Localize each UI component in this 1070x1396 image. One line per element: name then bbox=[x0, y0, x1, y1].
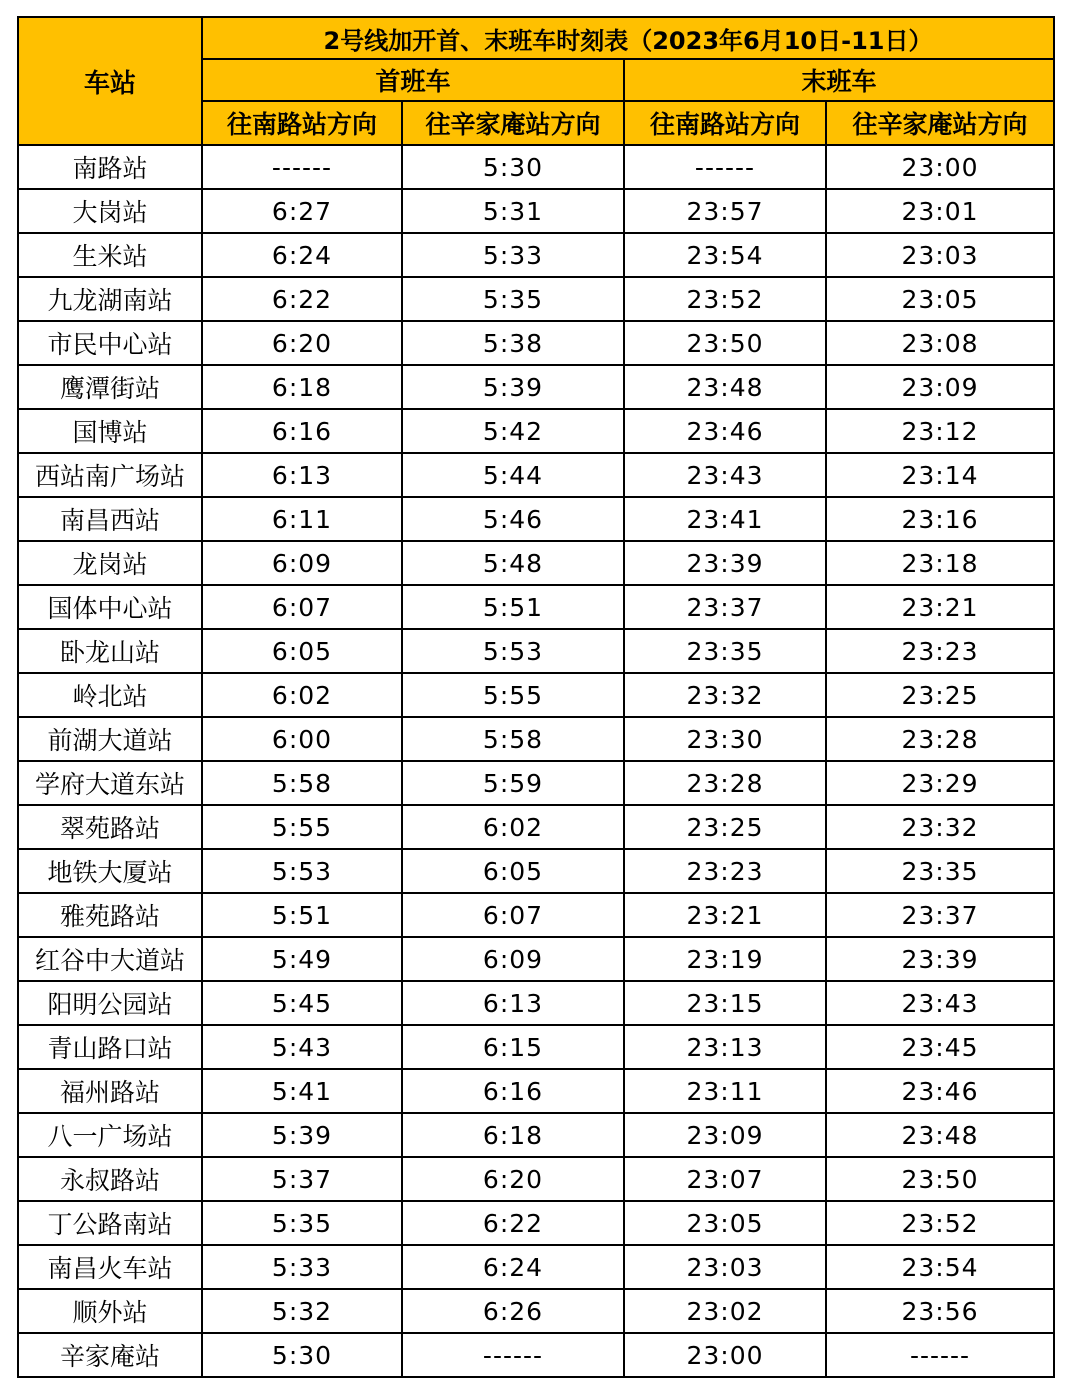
last-train-header: 末班车 bbox=[624, 59, 1054, 101]
last-train-south-time-cell: 23:37 bbox=[624, 585, 826, 629]
first-train-xinjiaan-time-cell: 6:22 bbox=[402, 1201, 624, 1245]
first-train-south-time-cell: 6:18 bbox=[202, 365, 402, 409]
first-train-xinjiaan-time-cell: 5:42 bbox=[402, 409, 624, 453]
table-row bbox=[18, 1289, 1054, 1333]
last-train-south-time-cell: 23:57 bbox=[624, 189, 826, 233]
last-train-south-time-cell: 23:05 bbox=[624, 1201, 826, 1245]
last-train-xinjiaan-time-cell: 23:32 bbox=[826, 805, 1054, 849]
station-name-cell: 福州路站 bbox=[18, 1069, 202, 1113]
station-name-cell: 雅苑路站 bbox=[18, 893, 202, 937]
timetable bbox=[17, 16, 1055, 1378]
last-train-south-time-cell: 23:03 bbox=[624, 1245, 826, 1289]
station-name-cell: 国体中心站 bbox=[18, 585, 202, 629]
table-row bbox=[18, 1025, 1054, 1069]
first-train-south-time-cell: 6:11 bbox=[202, 497, 402, 541]
last-train-xinjiaan-time-cell: 23:48 bbox=[826, 1113, 1054, 1157]
table-row bbox=[18, 1113, 1054, 1157]
last-train-south-time-cell: 23:39 bbox=[624, 541, 826, 585]
first-train-xinjiaan-time-cell: 5:51 bbox=[402, 585, 624, 629]
first-train-header: 首班车 bbox=[202, 59, 624, 101]
last-train-xinjiaan-time-cell: 23:01 bbox=[826, 189, 1054, 233]
last-train-xinjiaan-time-cell: 23:09 bbox=[826, 365, 1054, 409]
table-row bbox=[18, 629, 1054, 673]
first-train-south-time-cell: 5:33 bbox=[202, 1245, 402, 1289]
station-name-cell: 顺外站 bbox=[18, 1289, 202, 1333]
first-train-xinjiaan-time-cell: 5:46 bbox=[402, 497, 624, 541]
table-row bbox=[18, 365, 1054, 409]
first-train-xinjiaan-time-cell: 5:31 bbox=[402, 189, 624, 233]
last-train-xinjiaan-time-cell: 23:05 bbox=[826, 277, 1054, 321]
last-train-south-time-cell: 23:41 bbox=[624, 497, 826, 541]
last-train-xinjiaan-time-cell: ------ bbox=[826, 1333, 1054, 1377]
station-name-cell: 西站南广场站 bbox=[18, 453, 202, 497]
first-train-south-time-cell: 5:43 bbox=[202, 1025, 402, 1069]
first-train-xinjiaan-time-cell: 6:13 bbox=[402, 981, 624, 1025]
table-row bbox=[18, 1333, 1054, 1377]
last-train-south-time-cell: 23:46 bbox=[624, 409, 826, 453]
first-train-xinjiaan-time-cell: 6:15 bbox=[402, 1025, 624, 1069]
first-train-xinjiaan-time-cell: 5:44 bbox=[402, 453, 624, 497]
last-train-xinjiaan-time-cell: 23:29 bbox=[826, 761, 1054, 805]
first-train-south-time-cell: 5:39 bbox=[202, 1113, 402, 1157]
first-train-south-time-cell: 5:49 bbox=[202, 937, 402, 981]
first-train-south-time-cell: 5:53 bbox=[202, 849, 402, 893]
station-name-cell: 大岗站 bbox=[18, 189, 202, 233]
first-train-south-time-cell: 6:07 bbox=[202, 585, 402, 629]
table-row bbox=[18, 277, 1054, 321]
first-train-south-time-cell: 5:41 bbox=[202, 1069, 402, 1113]
last-train-xinjiaan-direction-header: 往辛家庵站方向 bbox=[826, 101, 1054, 145]
table-row bbox=[18, 189, 1054, 233]
station-name-cell: 地铁大厦站 bbox=[18, 849, 202, 893]
first-train-xinjiaan-time-cell: 5:48 bbox=[402, 541, 624, 585]
last-train-south-time-cell: 23:07 bbox=[624, 1157, 826, 1201]
first-train-xinjiaan-time-cell: 6:07 bbox=[402, 893, 624, 937]
first-train-south-time-cell: 6:02 bbox=[202, 673, 402, 717]
last-train-south-time-cell: 23:48 bbox=[624, 365, 826, 409]
last-train-south-time-cell: 23:23 bbox=[624, 849, 826, 893]
first-train-south-time-cell: 6:00 bbox=[202, 717, 402, 761]
first-train-xinjiaan-time-cell: 5:33 bbox=[402, 233, 624, 277]
table-row bbox=[18, 1069, 1054, 1113]
last-train-xinjiaan-time-cell: 23:45 bbox=[826, 1025, 1054, 1069]
station-column-header: 车站 bbox=[18, 17, 202, 145]
first-train-xinjiaan-time-cell: 6:09 bbox=[402, 937, 624, 981]
first-train-south-time-cell: 5:58 bbox=[202, 761, 402, 805]
last-train-south-time-cell: 23:15 bbox=[624, 981, 826, 1025]
table-row bbox=[18, 937, 1054, 981]
first-train-south-time-cell: 6:16 bbox=[202, 409, 402, 453]
last-train-xinjiaan-time-cell: 23:12 bbox=[826, 409, 1054, 453]
last-train-xinjiaan-time-cell: 23:54 bbox=[826, 1245, 1054, 1289]
first-train-south-direction-header: 往南路站方向 bbox=[202, 101, 402, 145]
last-train-south-time-cell: 23:13 bbox=[624, 1025, 826, 1069]
station-name-cell: 国博站 bbox=[18, 409, 202, 453]
first-train-south-time-cell: 6:24 bbox=[202, 233, 402, 277]
last-train-south-time-cell: 23:09 bbox=[624, 1113, 826, 1157]
first-train-south-time-cell: 5:32 bbox=[202, 1289, 402, 1333]
first-train-xinjiaan-time-cell: 6:05 bbox=[402, 849, 624, 893]
first-train-south-time-cell: 6:22 bbox=[202, 277, 402, 321]
last-train-south-time-cell: 23:54 bbox=[624, 233, 826, 277]
station-name-cell: 阳明公园站 bbox=[18, 981, 202, 1025]
last-train-xinjiaan-time-cell: 23:39 bbox=[826, 937, 1054, 981]
last-train-xinjiaan-time-cell: 23:03 bbox=[826, 233, 1054, 277]
table-row bbox=[18, 981, 1054, 1025]
first-train-xinjiaan-time-cell: 5:58 bbox=[402, 717, 624, 761]
last-train-south-time-cell: 23:21 bbox=[624, 893, 826, 937]
last-train-xinjiaan-time-cell: 23:16 bbox=[826, 497, 1054, 541]
last-train-south-time-cell: 23:25 bbox=[624, 805, 826, 849]
table-row bbox=[18, 321, 1054, 365]
station-name-cell: 九龙湖南站 bbox=[18, 277, 202, 321]
station-name-cell: 翠苑路站 bbox=[18, 805, 202, 849]
table-row bbox=[18, 761, 1054, 805]
last-train-south-time-cell: 23:00 bbox=[624, 1333, 826, 1377]
table-row bbox=[18, 1245, 1054, 1289]
first-train-xinjiaan-time-cell: 5:59 bbox=[402, 761, 624, 805]
last-train-south-time-cell: ------ bbox=[624, 145, 826, 189]
station-name-cell: 南昌火车站 bbox=[18, 1245, 202, 1289]
first-train-south-time-cell: 6:20 bbox=[202, 321, 402, 365]
first-train-south-time-cell: 6:09 bbox=[202, 541, 402, 585]
station-name-cell: 前湖大道站 bbox=[18, 717, 202, 761]
last-train-xinjiaan-time-cell: 23:18 bbox=[826, 541, 1054, 585]
table-row bbox=[18, 1201, 1054, 1245]
station-name-cell: 南路站 bbox=[18, 145, 202, 189]
station-name-cell: 南昌西站 bbox=[18, 497, 202, 541]
table-row bbox=[18, 497, 1054, 541]
last-train-xinjiaan-time-cell: 23:43 bbox=[826, 981, 1054, 1025]
first-train-xinjiaan-time-cell: 5:30 bbox=[402, 145, 624, 189]
first-train-xinjiaan-time-cell: 5:39 bbox=[402, 365, 624, 409]
first-train-xinjiaan-time-cell: 6:16 bbox=[402, 1069, 624, 1113]
last-train-xinjiaan-time-cell: 23:56 bbox=[826, 1289, 1054, 1333]
station-name-cell: 丁公路南站 bbox=[18, 1201, 202, 1245]
first-train-south-time-cell: 6:13 bbox=[202, 453, 402, 497]
station-name-cell: 学府大道东站 bbox=[18, 761, 202, 805]
last-train-south-time-cell: 23:30 bbox=[624, 717, 826, 761]
first-train-south-time-cell: ------ bbox=[202, 145, 402, 189]
station-name-cell: 永叔路站 bbox=[18, 1157, 202, 1201]
last-train-xinjiaan-time-cell: 23:08 bbox=[826, 321, 1054, 365]
first-train-south-time-cell: 5:55 bbox=[202, 805, 402, 849]
station-name-cell: 青山路口站 bbox=[18, 1025, 202, 1069]
first-train-xinjiaan-time-cell: 6:20 bbox=[402, 1157, 624, 1201]
station-name-cell: 八一广场站 bbox=[18, 1113, 202, 1157]
first-train-xinjiaan-time-cell: 6:26 bbox=[402, 1289, 624, 1333]
first-train-south-time-cell: 5:30 bbox=[202, 1333, 402, 1377]
station-name-cell: 龙岗站 bbox=[18, 541, 202, 585]
last-train-xinjiaan-time-cell: 23:14 bbox=[826, 453, 1054, 497]
first-train-xinjiaan-direction-header: 往辛家庵站方向 bbox=[402, 101, 624, 145]
last-train-south-time-cell: 23:43 bbox=[624, 453, 826, 497]
table-row bbox=[18, 453, 1054, 497]
first-train-south-time-cell: 6:27 bbox=[202, 189, 402, 233]
last-train-xinjiaan-time-cell: 23:23 bbox=[826, 629, 1054, 673]
last-train-xinjiaan-time-cell: 23:28 bbox=[826, 717, 1054, 761]
first-train-xinjiaan-time-cell: 6:18 bbox=[402, 1113, 624, 1157]
timetable-body bbox=[18, 145, 1054, 1377]
last-train-xinjiaan-time-cell: 23:50 bbox=[826, 1157, 1054, 1201]
last-train-xinjiaan-time-cell: 23:52 bbox=[826, 1201, 1054, 1245]
first-train-xinjiaan-time-cell: 6:02 bbox=[402, 805, 624, 849]
station-name-cell: 生米站 bbox=[18, 233, 202, 277]
table-row bbox=[18, 673, 1054, 717]
first-train-xinjiaan-time-cell: 5:38 bbox=[402, 321, 624, 365]
table-row bbox=[18, 233, 1054, 277]
station-name-cell: 岭北站 bbox=[18, 673, 202, 717]
last-train-xinjiaan-time-cell: 23:46 bbox=[826, 1069, 1054, 1113]
last-train-xinjiaan-time-cell: 23:35 bbox=[826, 849, 1054, 893]
station-name-cell: 市民中心站 bbox=[18, 321, 202, 365]
first-train-xinjiaan-time-cell: 6:24 bbox=[402, 1245, 624, 1289]
first-train-south-time-cell: 5:37 bbox=[202, 1157, 402, 1201]
table-row bbox=[18, 1157, 1054, 1201]
station-name-cell: 辛家庵站 bbox=[18, 1333, 202, 1377]
last-train-south-time-cell: 23:02 bbox=[624, 1289, 826, 1333]
table-row bbox=[18, 409, 1054, 453]
last-train-south-time-cell: 23:11 bbox=[624, 1069, 826, 1113]
first-train-xinjiaan-time-cell: 5:35 bbox=[402, 277, 624, 321]
last-train-south-time-cell: 23:32 bbox=[624, 673, 826, 717]
last-train-xinjiaan-time-cell: 23:25 bbox=[826, 673, 1054, 717]
table-row bbox=[18, 145, 1054, 189]
table-row bbox=[18, 541, 1054, 585]
last-train-south-time-cell: 23:50 bbox=[624, 321, 826, 365]
last-train-south-time-cell: 23:35 bbox=[624, 629, 826, 673]
table-row bbox=[18, 585, 1054, 629]
last-train-xinjiaan-time-cell: 23:37 bbox=[826, 893, 1054, 937]
last-train-xinjiaan-time-cell: 23:21 bbox=[826, 585, 1054, 629]
first-train-xinjiaan-time-cell: ------ bbox=[402, 1333, 624, 1377]
last-train-south-time-cell: 23:52 bbox=[624, 277, 826, 321]
last-train-south-direction-header: 往南路站方向 bbox=[624, 101, 826, 145]
last-train-south-time-cell: 23:28 bbox=[624, 761, 826, 805]
station-name-cell: 卧龙山站 bbox=[18, 629, 202, 673]
table-row bbox=[18, 893, 1054, 937]
first-train-south-time-cell: 5:35 bbox=[202, 1201, 402, 1245]
first-train-south-time-cell: 5:51 bbox=[202, 893, 402, 937]
first-train-south-time-cell: 5:45 bbox=[202, 981, 402, 1025]
first-train-south-time-cell: 6:05 bbox=[202, 629, 402, 673]
station-name-cell: 鹰潭街站 bbox=[18, 365, 202, 409]
station-name-cell: 红谷中大道站 bbox=[18, 937, 202, 981]
first-train-xinjiaan-time-cell: 5:53 bbox=[402, 629, 624, 673]
table-row bbox=[18, 805, 1054, 849]
last-train-south-time-cell: 23:19 bbox=[624, 937, 826, 981]
first-train-xinjiaan-time-cell: 5:55 bbox=[402, 673, 624, 717]
last-train-xinjiaan-time-cell: 23:00 bbox=[826, 145, 1054, 189]
timetable-title: 2号线加开首、末班车时刻表（2023年6月10日-11日） bbox=[202, 17, 1054, 59]
table-row bbox=[18, 717, 1054, 761]
table-row bbox=[18, 849, 1054, 893]
